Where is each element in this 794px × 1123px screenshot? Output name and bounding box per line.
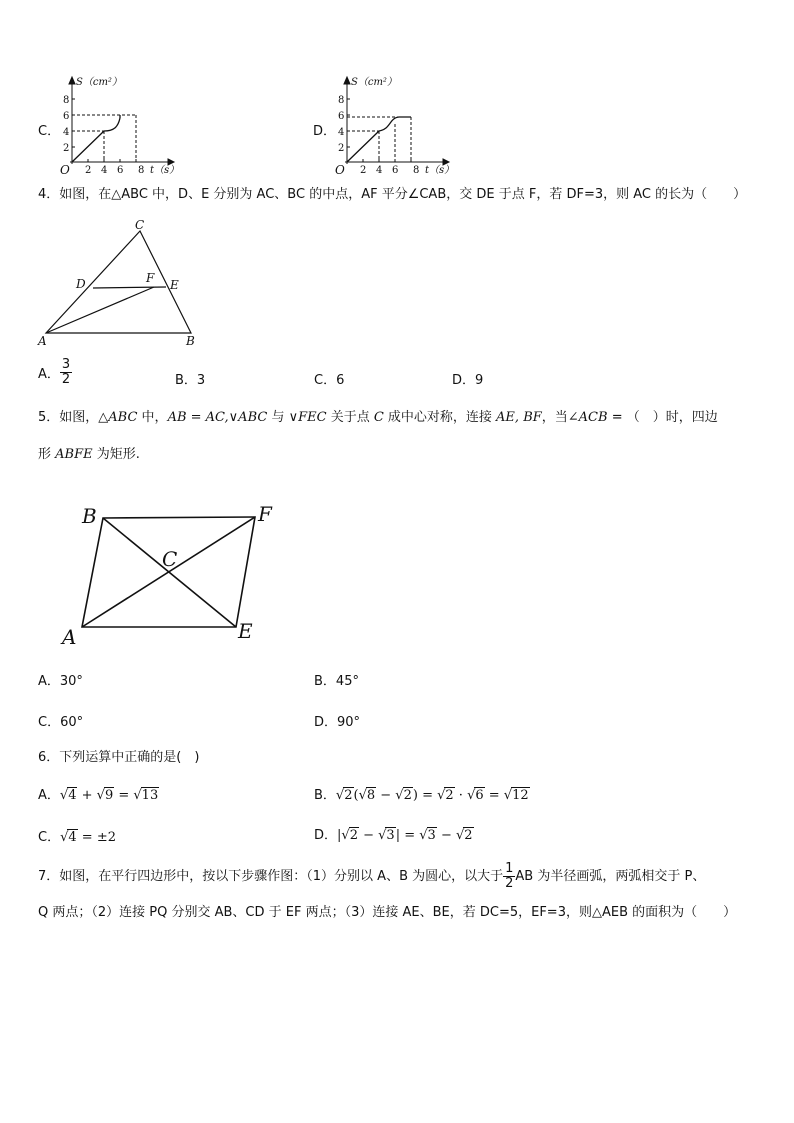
q4-label-f: F	[146, 271, 155, 285]
q5-option-a: A．30°	[38, 674, 83, 689]
q4-stem: 4．如图，在△ABC 中，D、E 分别为 AC、BC 的中点，AF 平分∠CAB，交 DE 于点 F，若 DF=3，则 AC 的长为（ ）	[38, 187, 747, 202]
q4-option-a-label: A．	[38, 367, 60, 382]
q5-option-b: B．45°	[314, 674, 359, 689]
q6-option-a: A．√4 + √9 = √13	[38, 788, 159, 803]
q3c-x-label: t（s）	[150, 165, 180, 176]
q3d-ytick: 4	[338, 127, 345, 138]
q4-label-c: C	[135, 218, 145, 232]
q4-option-b: B．3	[175, 373, 206, 388]
q3d-ytick: 6	[338, 111, 345, 122]
q5-label-a: A	[62, 625, 77, 649]
q4-option-a-fraction: $\frac{3}{2}$	[61, 357, 71, 387]
q3-option-c-graph	[58, 72, 208, 180]
q4-option-a	[38, 358, 72, 387]
q4-label-e: E	[170, 278, 179, 292]
q3c-ytick: 8	[63, 95, 70, 106]
q5-option-d: D．90°	[314, 715, 361, 730]
q5-stem-line2: 形 ABFE 为矩形.	[38, 447, 140, 462]
q3d-xtick: 8	[413, 165, 420, 176]
q4-label-a: A	[38, 334, 47, 348]
q3c-ytick: 4	[63, 127, 70, 138]
q3-option-d-label: D．	[313, 124, 337, 139]
q5-label-c: C	[162, 547, 178, 571]
q4-label-b: B	[186, 334, 195, 348]
q3d-xtick: 4	[376, 165, 383, 176]
q5-stem-line1: 5．如图，△ABC 中，AB = AC,∨ABC 与 ∨FEC 关于点 C 成中心对称，连接 AE, BF，当∠ACB = （ ）时，四边	[38, 410, 718, 425]
q7-fraction: $\frac{1}{2}$	[505, 861, 514, 891]
q5-option-c: C．60°	[38, 715, 84, 730]
q3d-ytick: 8	[338, 95, 345, 106]
q6-option-b: B．√2(√8 − √2) = √2 · √6 = √12	[314, 788, 529, 803]
q3-option-d-graph	[333, 72, 483, 180]
q5-label-b: B	[82, 504, 97, 528]
q3c-xtick: 4	[101, 165, 108, 176]
q5-parallelogram-figure	[58, 496, 288, 654]
q3c-ytick: 2	[63, 143, 70, 154]
q4-option-d: D．9	[452, 373, 484, 388]
q3c-ytick: 6	[63, 111, 70, 122]
q6-option-c: C．√4 = ±2	[38, 830, 116, 845]
q3d-x-label: t（s）	[425, 165, 455, 176]
q3-option-c-label: C．	[38, 124, 61, 139]
q3c-xtick: 8	[138, 165, 145, 176]
q3c-xtick: 6	[117, 165, 124, 176]
q6-stem: 6．下列运算中正确的是( )	[38, 750, 200, 765]
q5-label-f: F	[258, 502, 272, 526]
q3d-ytick: 2	[338, 143, 345, 154]
q4-triangle-figure	[36, 216, 206, 350]
q7-stem-line1: 7．如图，在平行四边形中，按以下步骤作图：（1）分别以 A、B 为圆心，以大于 $\frac{1}{2}$ AB 为半径画弧，两弧相交于 P、	[38, 861, 706, 891]
q7-stem-line2: Q 两点；（2）连接 PQ 分别交 AB、CD 于 EF 两点；（3）连接 AE、BE，若 DC=5，EF=3，则△AEB 的面积为（ ）	[38, 905, 737, 920]
q3d-xtick: 2	[360, 165, 367, 176]
q3d-origin: O	[335, 163, 345, 177]
q5-label-e: E	[238, 619, 253, 643]
q4-label-d: D	[76, 277, 86, 291]
q4-option-c: C．6	[314, 373, 345, 388]
q3d-y-label: S（cm²）	[351, 77, 397, 88]
q6-option-d: D．|√2 − √3| = √3 − √2	[314, 828, 473, 843]
q3c-xtick: 2	[85, 165, 92, 176]
q3c-origin: O	[60, 163, 70, 177]
q3d-xtick: 6	[392, 165, 399, 176]
q3c-y-label: S（cm²）	[76, 77, 122, 88]
